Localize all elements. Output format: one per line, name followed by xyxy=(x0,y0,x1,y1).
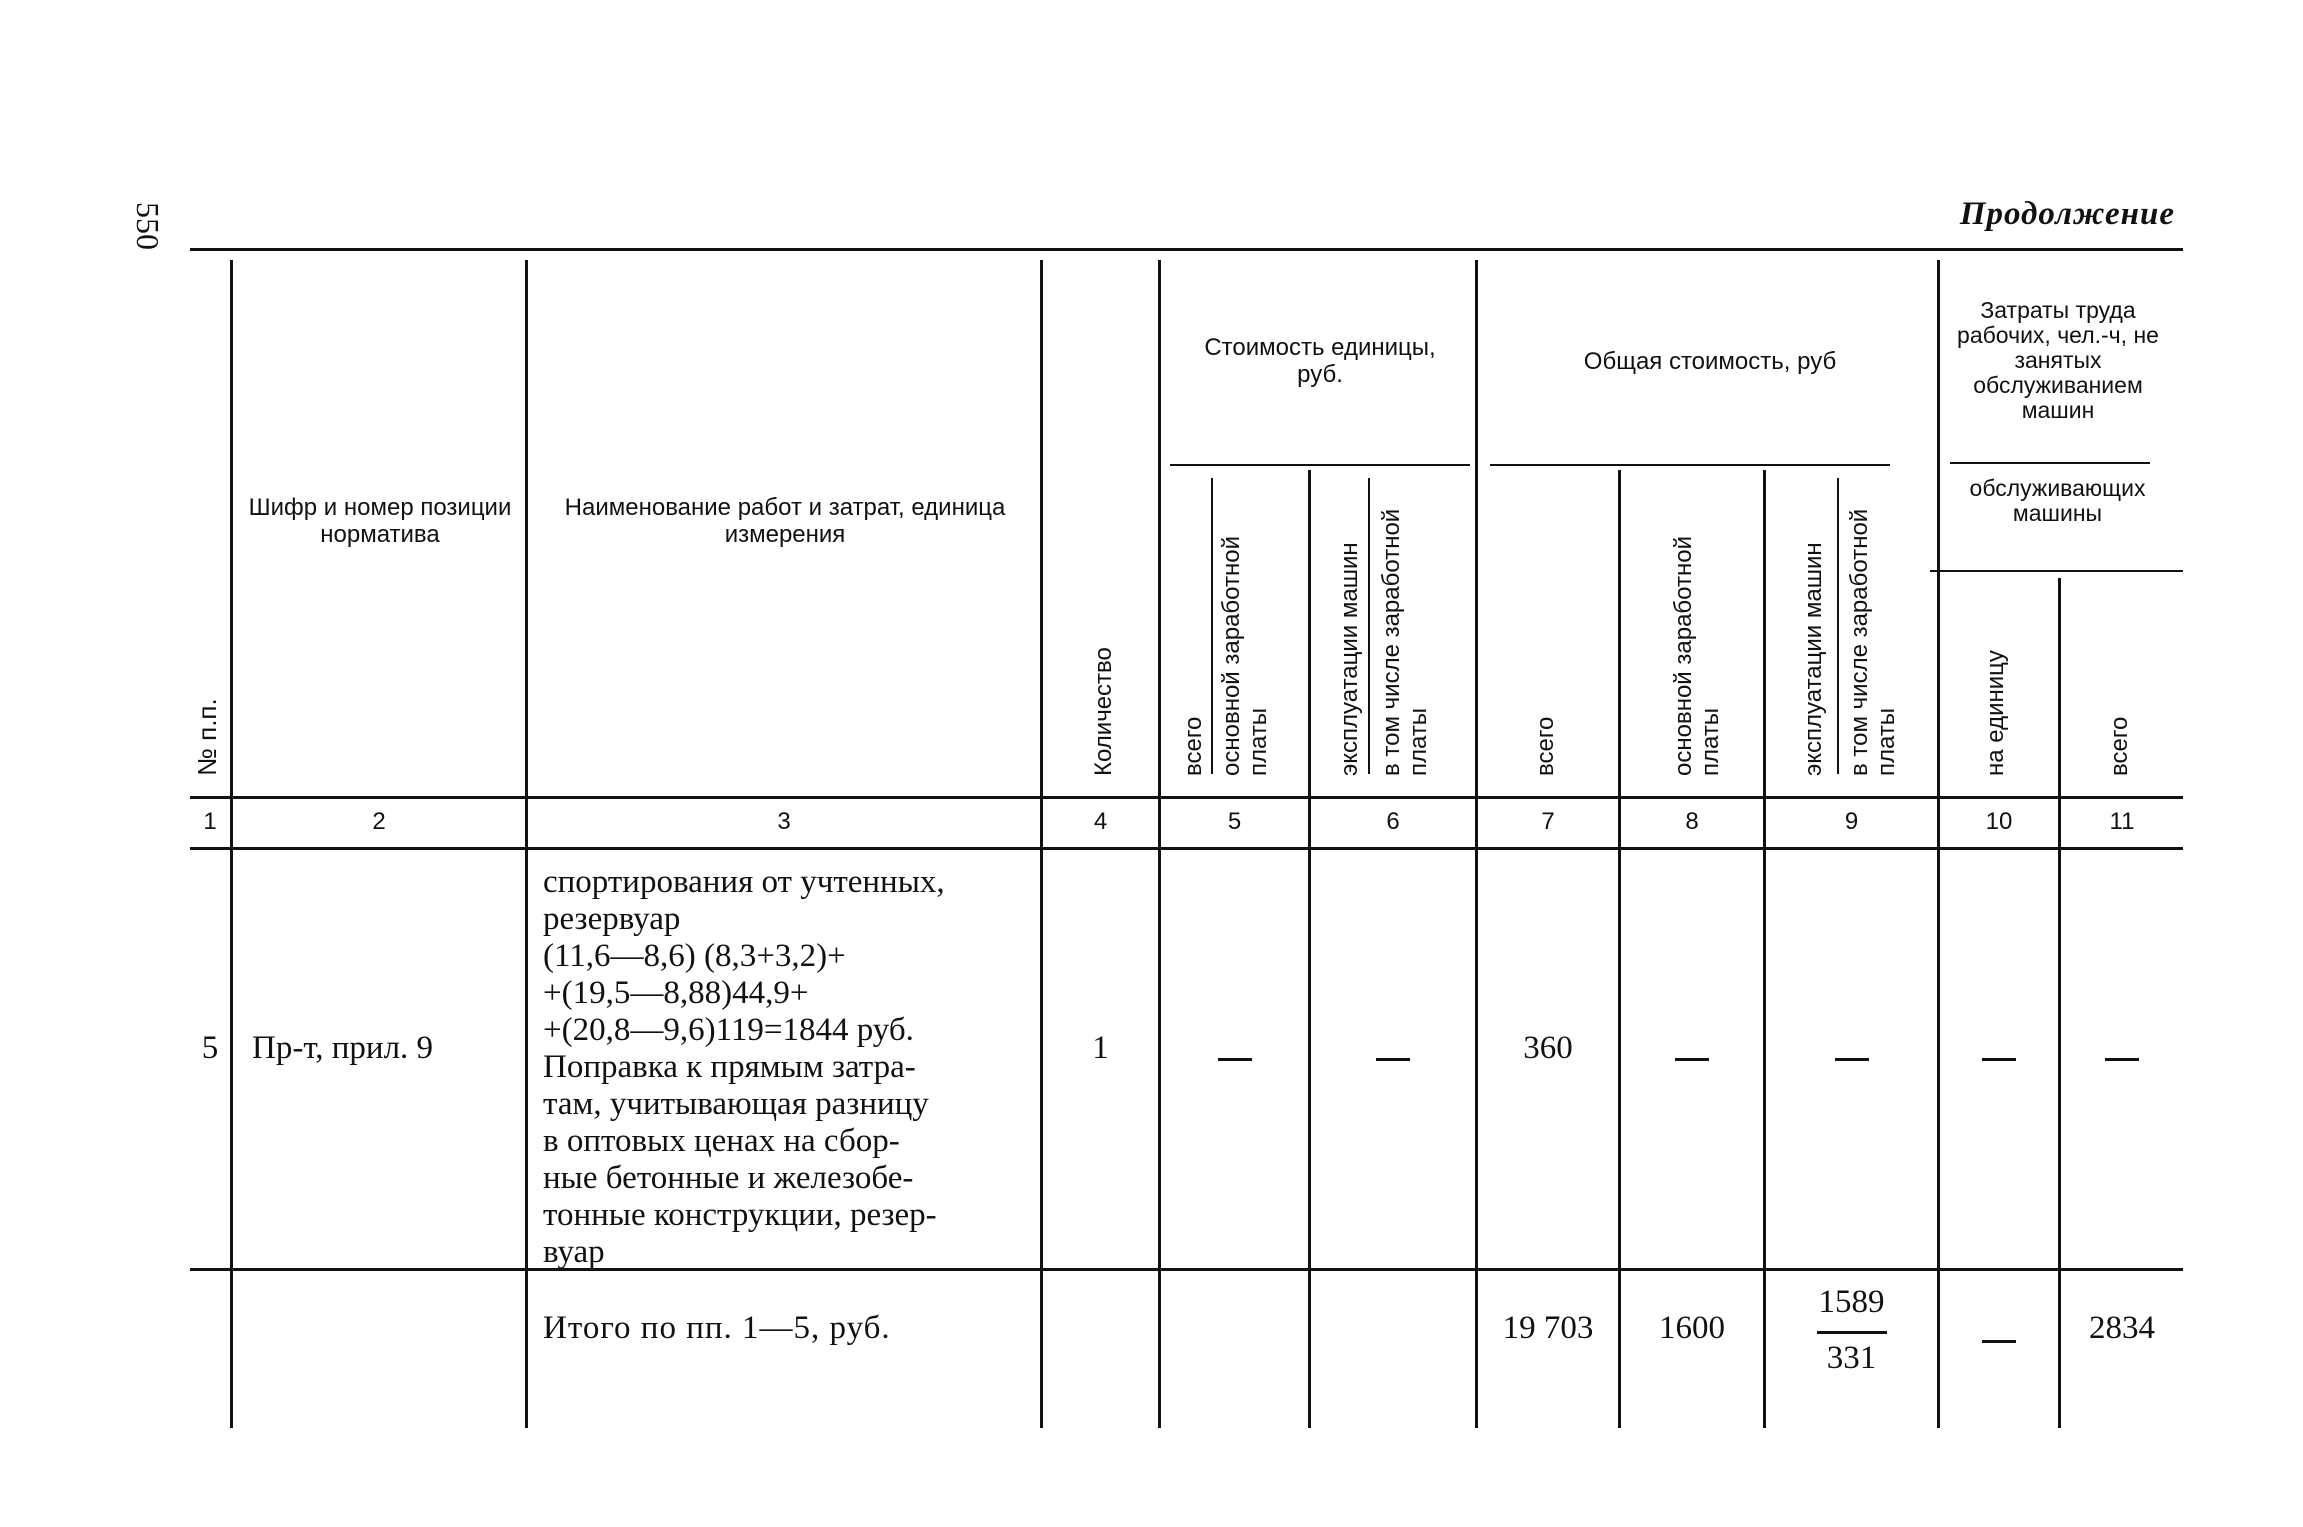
header-code: Шифр и номер позиции норматива xyxy=(248,494,512,548)
fraction-bar xyxy=(1817,1331,1887,1334)
dash-unit-cost-machines xyxy=(1311,1048,1475,1066)
unit-cost-machines-divider xyxy=(1368,478,1370,774)
totals-label: Итого по пп. 1—5, руб. xyxy=(543,1310,891,1346)
total-cost-machines-divider xyxy=(1837,478,1839,774)
column-number: 8 xyxy=(1685,808,1699,835)
colnum-bottom-rule xyxy=(190,847,2183,850)
header-unit-cost-machines: эксплуатации машин xyxy=(1336,542,1363,776)
dash-total-cost-wages xyxy=(1621,1048,1763,1066)
header-total-cost-machines-wages: в том числе заработной платы xyxy=(1846,508,1900,776)
dash-totals-labor-per-unit xyxy=(1940,1330,2058,1348)
col-divider-10 xyxy=(2058,578,2061,1428)
description-line: +(20,8—9,6)119=1844 руб. xyxy=(543,1012,914,1048)
continuation-label: Продолжение xyxy=(1959,196,2175,232)
row-quantity: 1 xyxy=(1092,1030,1109,1066)
header-total-cost-total: всего xyxy=(1532,716,1559,776)
header-total-cost-wages: основной заработной платы xyxy=(1670,536,1724,776)
col-divider-3 xyxy=(1040,260,1043,1428)
column-number: 9 xyxy=(1844,808,1859,835)
col-divider-6 xyxy=(1475,260,1478,1428)
header-row-number: № п.п. xyxy=(192,698,222,776)
header-description: Наименование работ и затрат, единица измерения xyxy=(564,494,1006,548)
dash-unit-cost-total xyxy=(1161,1048,1308,1066)
dash-labor-total xyxy=(2061,1048,2183,1066)
col-divider-1 xyxy=(230,260,233,1428)
header-unit-cost-wages: основной заработной платы xyxy=(1218,536,1272,776)
description-line: тонные конструкции, резер- xyxy=(543,1197,937,1233)
description-line: там, учитывающая разницу xyxy=(543,1086,929,1122)
header-labor-total: всего xyxy=(2106,716,2133,776)
column-number: 10 xyxy=(1985,808,2013,835)
labor-group-rule xyxy=(1950,462,2150,464)
header-unit-cost-total: всего xyxy=(1180,716,1207,776)
col-divider-2 xyxy=(525,260,528,1428)
totals-machines-fraction xyxy=(1766,1284,1937,1377)
header-total-cost-machines: эксплуатации машин xyxy=(1800,542,1827,776)
description-line: (11,6—8,6) (8,3+3,2)+ xyxy=(543,938,846,974)
header-labor-per-unit: на единицу xyxy=(1982,650,2009,776)
unit-cost-group-rule xyxy=(1170,464,1470,466)
column-number: 11 xyxy=(2109,808,2135,835)
col-divider-7 xyxy=(1618,470,1621,1428)
column-number: 5 xyxy=(1227,808,1242,835)
header-unit-cost-machines-wages: в том числе заработной платы xyxy=(1378,508,1432,776)
col-divider-5 xyxy=(1308,470,1311,1428)
header-unit-cost-group: Стоимость единицы, руб. xyxy=(1204,334,1436,388)
description-line: резервуар xyxy=(543,901,681,937)
col-divider-9 xyxy=(1937,260,1940,1428)
description-line: спортирования от учтенных, xyxy=(543,864,945,900)
column-number: 1 xyxy=(203,808,217,835)
description-line: Поправка к прямым затра- xyxy=(543,1049,916,1085)
header-bottom-rule xyxy=(190,796,2183,799)
header-labor-group: Затраты труда рабочих, чел.-ч, не занятых обслуживанием машин xyxy=(1957,297,2159,423)
labor-service-rule xyxy=(1930,570,2183,572)
table-top-rule xyxy=(190,248,2183,251)
description-line: ные бетонные и железобе- xyxy=(543,1160,914,1196)
totals-total-cost: 19 703 xyxy=(1502,1310,1594,1346)
totals-total-wages: 1600 xyxy=(1659,1310,1725,1346)
column-number: 6 xyxy=(1386,808,1400,835)
totals-machines-wages: 331 xyxy=(1826,1340,1877,1376)
row-description xyxy=(543,864,1028,1271)
column-number: 2 xyxy=(372,808,386,835)
row-code: Пр-т, прил. 9 xyxy=(252,1030,434,1066)
column-number: 7 xyxy=(1541,808,1555,835)
row-number: 5 xyxy=(201,1030,219,1066)
col-divider-4 xyxy=(1158,260,1161,1428)
header-labor-service: обслуживающих машины xyxy=(1969,475,2146,526)
header-quantity: Количество xyxy=(1090,647,1117,776)
totals-machines: 1589 xyxy=(1818,1284,1885,1320)
description-line: вуар xyxy=(543,1234,605,1270)
body-bottom-rule xyxy=(190,1268,2183,1271)
description-line: +(19,5—8,88)44,9+ xyxy=(543,975,809,1011)
page-number: 550 xyxy=(130,202,166,250)
column-number: 4 xyxy=(1093,808,1108,835)
row-total-cost-total: 360 xyxy=(1523,1030,1573,1066)
dash-total-cost-machines xyxy=(1766,1048,1937,1066)
dash-labor-per-unit xyxy=(1940,1048,2058,1066)
unit-cost-total-divider xyxy=(1211,478,1213,774)
estimate-table xyxy=(190,248,2183,1428)
header-total-cost-group: Общая стоимость, руб xyxy=(1583,348,1837,375)
description-line: в оптовых ценах на сбор- xyxy=(543,1123,900,1159)
total-cost-group-rule xyxy=(1490,464,1890,466)
column-number: 3 xyxy=(777,808,791,835)
totals-labor-total: 2834 xyxy=(2089,1310,2155,1346)
